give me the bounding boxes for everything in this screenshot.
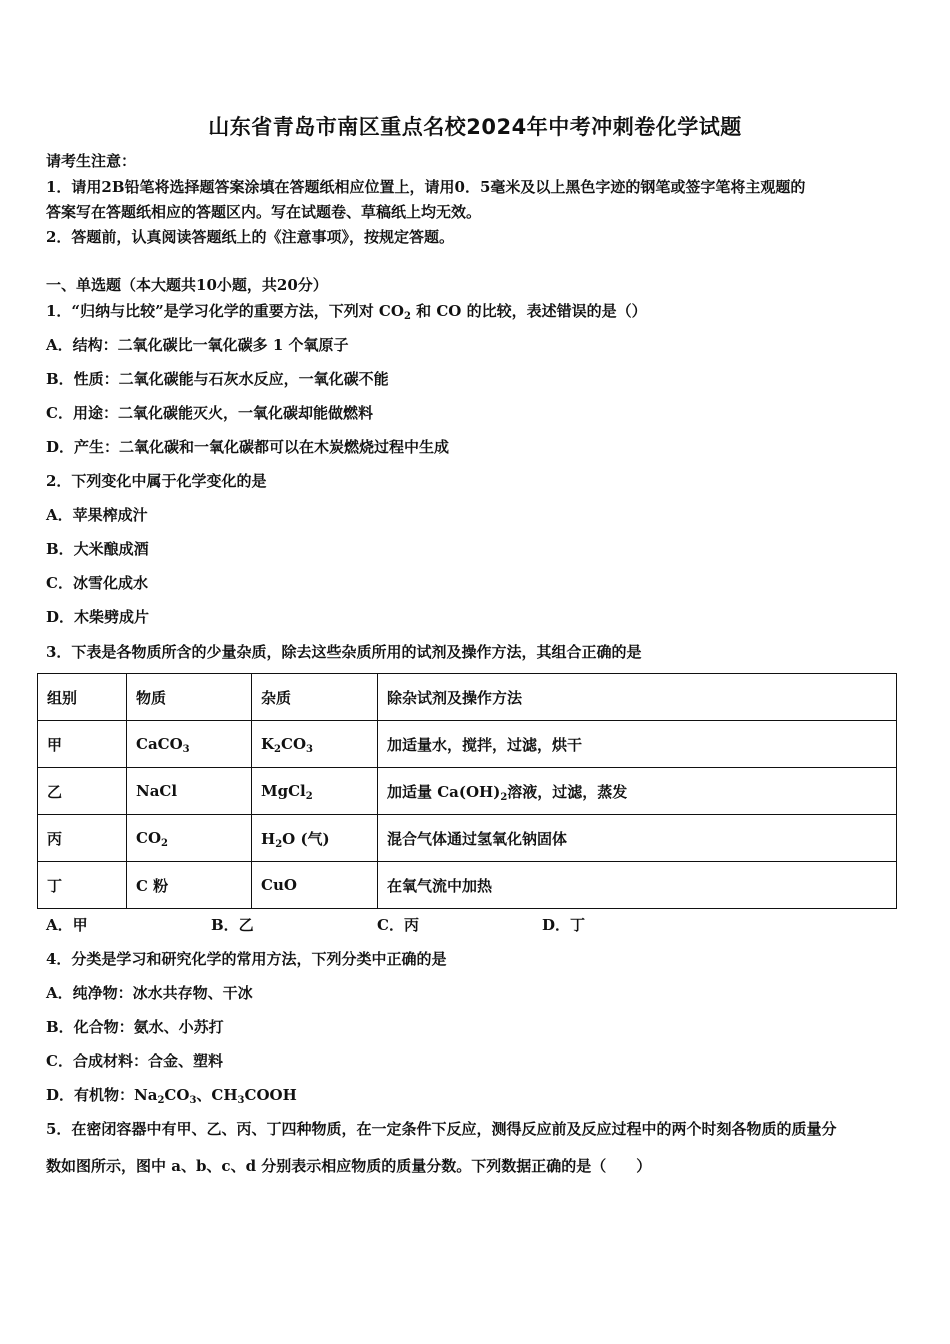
table-cell-impurity: MgCl$_2$ — [252, 768, 378, 815]
table-row — [38, 815, 897, 862]
table-row — [38, 768, 897, 815]
notice-heading: 请考生注意： — [46, 152, 137, 170]
question-2-option-b: B．大米酿成酒 — [46, 540, 149, 558]
question-4-option-a: A．纯净物：冰水共存物、干冰 — [46, 984, 253, 1002]
notice-item-2: 2．答题前，认真阅读答题纸上的《注意事项》，按规定答题。 — [46, 228, 454, 246]
question-3-stem: 3．下表是各物质所含的少量杂质，除去这些杂质所用的试剂及操作方法，其组合正确的是 — [46, 643, 642, 661]
question-4-option-b: B．化合物：氨水、小苏打 — [46, 1018, 224, 1036]
question-1-stem: 1．“归纳与比较”是学习化学的重要方法，下列对 $CO_2$ 和 CO 的比较，表述错误的是（） — [46, 302, 647, 322]
notice-item-1-line-1: 1．请用2B铅笔将选择题答案涂填在答题纸相应位置上，请用0．5毫米及以上黑色字迹的钢笔或签字笔将主观题的 — [46, 178, 806, 196]
table-row — [38, 862, 897, 909]
question-2-option-d: D．木柴劈成片 — [46, 608, 150, 626]
table-cell-method: 混合气体通过氢氧化钠固体 — [378, 815, 897, 862]
question-5-line-2: 数如图所示，图中 a、b、c、d 分别表示相应物质的质量分数。下列数据正确的是（ ） — [46, 1157, 652, 1175]
page-title: 山东省青岛市南区重点名校2024年中考冲刺卷化学试题 — [208, 115, 742, 139]
question-2-option-c: C．冰雪化成水 — [46, 574, 148, 592]
table-row — [38, 721, 897, 768]
table-cell-group: 丁 — [38, 862, 127, 909]
table-cell-substance: CaCO$_3$ — [127, 721, 252, 768]
table-header-row — [38, 674, 897, 721]
table-cell-impurity: $K_2CO_3$ — [252, 721, 378, 768]
question-3-option-d: D．丁 — [542, 916, 586, 934]
question-3-option-c: C．丙 — [377, 916, 419, 934]
question-1-option-b: B．性质：二氧化碳能与石灰水反应，一氧化碳不能 — [46, 370, 389, 388]
table-cell-group: 乙 — [38, 768, 127, 815]
question-4-option-c: C．合成材料：合金、塑料 — [46, 1052, 223, 1070]
table-header-cell: 组别 — [38, 674, 127, 721]
question-3-option-b: B．乙 — [211, 916, 254, 934]
table-cell-group: 甲 — [38, 721, 127, 768]
table-cell-impurity: $H_2O$ (气) — [252, 815, 378, 862]
section-heading: 一、单选题（本大题共10小题，共20分） — [46, 276, 328, 294]
table-header-cell: 杂质 — [252, 674, 378, 721]
table-cell-impurity: CuO — [252, 862, 378, 909]
table-cell-substance: C 粉 — [127, 862, 252, 909]
question-1-option-a: A．结构：二氧化碳比一氧化碳多 1 个氧原子 — [46, 336, 349, 354]
notice-item-1-line-2: 答案写在答题纸相应的答题区内。写在试题卷、草稿纸上均无效。 — [46, 203, 482, 221]
table-header-cell: 物质 — [127, 674, 252, 721]
question-1-option-d: D．产生：二氧化碳和一氧化碳都可以在木炭燃烧过程中生成 — [46, 438, 450, 456]
table-cell-method: 加适量水，搅拌，过滤，烘干 — [378, 721, 897, 768]
table-cell-method: 在氧气流中加热 — [378, 862, 897, 909]
question-2-stem: 2．下列变化中属于化学变化的是 — [46, 472, 267, 490]
question-4-stem: 4．分类是学习和研究化学的常用方法，下列分类中正确的是 — [46, 950, 447, 968]
table-cell-substance: NaCl — [127, 768, 252, 815]
question-4-option-d: D．有机物：$Na_2CO_3$、$CH_3COOH$ — [46, 1086, 297, 1106]
question-5-line-1: 5．在密闭容器中有甲、乙、丙、丁四种物质，在一定条件下反应，测得反应前及反应过程中的两个时刻各物质的质量分 — [46, 1120, 837, 1138]
impurity-table — [37, 673, 897, 909]
question-2-option-a: A．苹果榨成汁 — [46, 506, 148, 524]
question-1-option-c: C．用途：二氧化碳能灭火，一氧化碳却能做燃料 — [46, 404, 373, 422]
question-3-option-a: A．甲 — [46, 916, 88, 934]
table-cell-method: 加适量 $Ca(OH)_2$溶液，过滤，蒸发 — [378, 768, 897, 815]
table-header-cell: 除杂试剂及操作方法 — [378, 674, 897, 721]
table-cell-group: 丙 — [38, 815, 127, 862]
table-cell-substance: $CO_2$ — [127, 815, 252, 862]
